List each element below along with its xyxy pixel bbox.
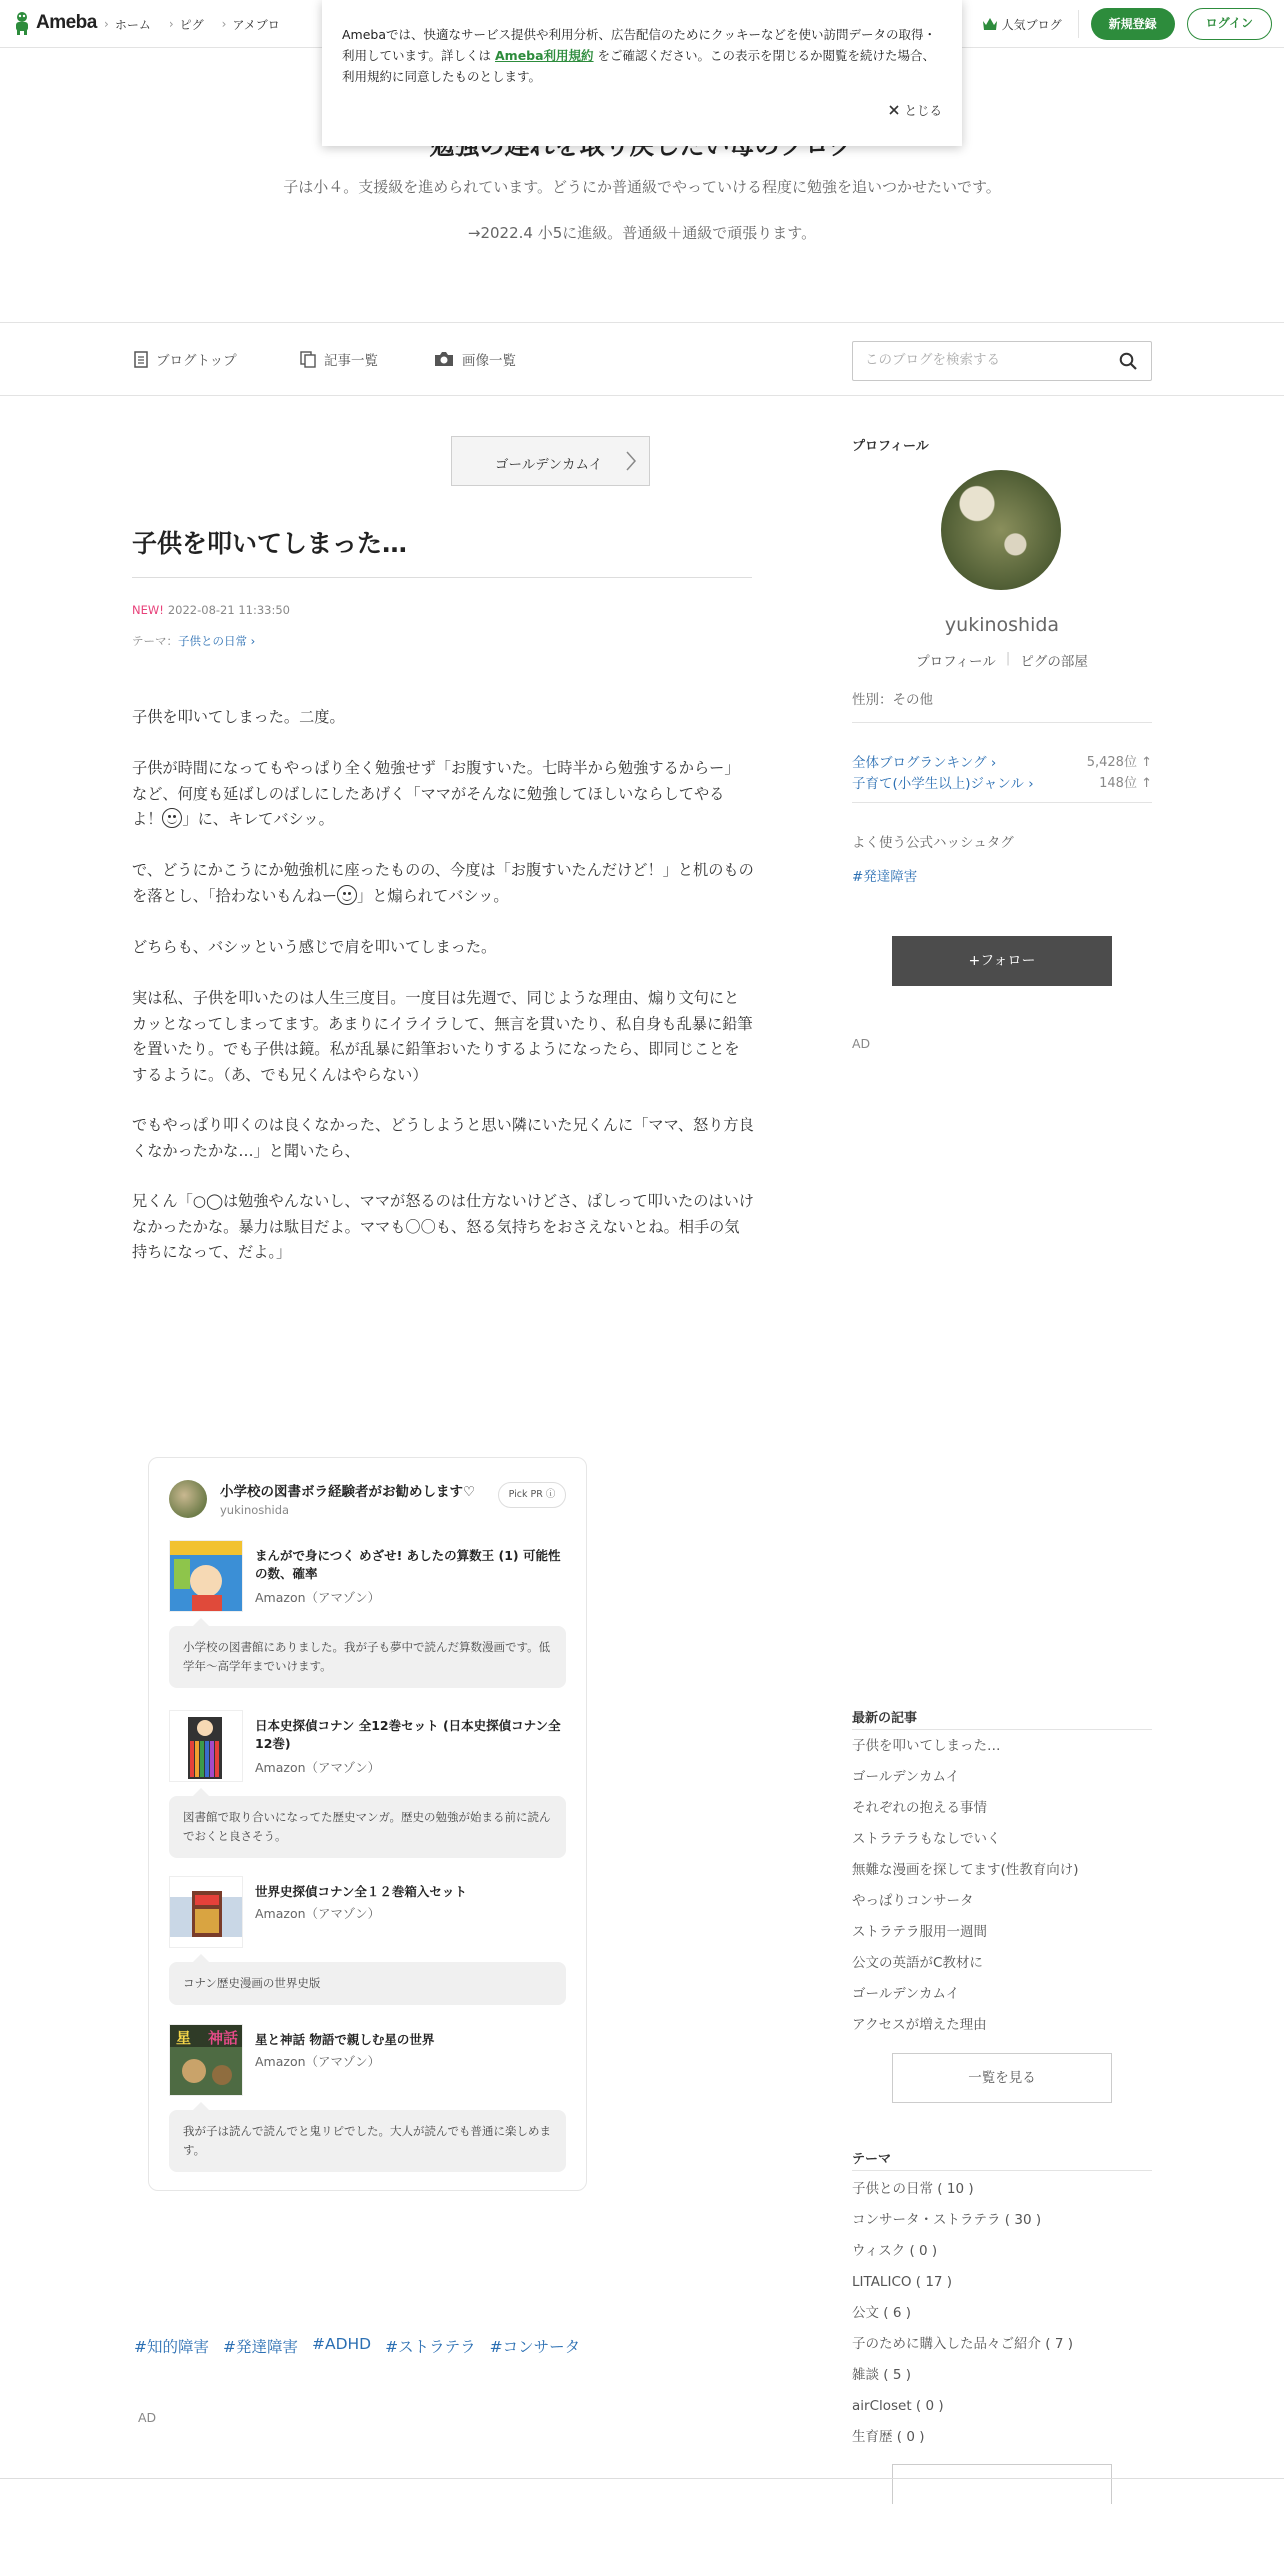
theme-link[interactable]: ウィスク ( 0 ) [852,2243,938,2259]
article-theme-link[interactable]: 子供との日常 [178,634,247,648]
cookie-text-after: をご確認ください。この表示を閉じるか閲覧を続けた場合、利用規約に同意したものとします。 [342,48,936,84]
sidebar-divider [852,802,1152,803]
pick-item-comment: コナン歴史漫画の世界史版 [169,1962,566,2005]
theme-link[interactable]: 公文 ( 6 ) [852,2305,911,2321]
book-cover-image [169,2024,243,2096]
search-icon[interactable] [1119,352,1137,374]
theme-link[interactable]: airCloset ( 0 ) [852,2398,944,2414]
blog-nav [0,322,1284,396]
blog-description: 子は小４。支援級を進められています。どうにか普通級でやっていける程度に勉強を追いつかせたいです。 [283,178,1001,196]
title-divider [132,577,752,578]
profile-gender: 性別：その他 [852,692,933,708]
article-paragraph-4: どちらも、バシッという感じで肩を叩いてしまった。 [132,938,497,956]
book-cover-image [169,1710,243,1782]
document-icon [134,351,148,368]
article-paragraph-5: 実は私、子供を叩いたのは人生三度目。一度目は先週で、同じような理由、煽り文句にとカッとなってしまってます。あまりにイライラして、無言を貫いたり、私自身も乱暴に鉛筆を置いたり。でも子供は鏡。私が乱暴に鉛筆おいたりするようになったら、即同じことをするように。（あ、でも兄くんはやらない） [132,989,753,1084]
ad-label: AD [138,2410,157,2425]
cookie-banner [322,0,962,146]
theme-heading: テーマ [852,2152,892,2167]
pick-item-comment: 図書館で取り合いになってた歴史マンガ。歴史の勉強が始まる前に読んでおくと良さそう。 [169,1796,566,1858]
pick-item-comment: 我が子は読んで読んでと鬼リピでした。大人が読んでも普通に楽しめます。 [169,2110,566,2172]
pick-item[interactable] [169,1540,566,1612]
camera-icon [434,351,454,367]
cookie-close-button[interactable] [889,101,942,119]
article-paragraph-3 [132,858,754,909]
ranking-row [852,772,1152,792]
ranking-value-text: 5,428位 [1086,755,1137,770]
register-button[interactable]: 新規登録 [1091,8,1175,40]
theme-list [852,2174,1152,2453]
theme-link[interactable]: コンサータ・ストラテラ ( 30 ) [852,2212,1042,2228]
theme-link[interactable]: 生育歴 ( 0 ) [852,2429,925,2445]
avatar [169,1480,207,1518]
nav-blog-top-label: ブログトップ [156,353,237,369]
global-nav [104,0,280,48]
pick-item[interactable] [169,2024,566,2096]
terms-link[interactable]: Ameba利用規約 [495,48,594,63]
cookie-text-before: Amebaでは、快適なサービス提供や利用分析、広告配信のためにクッキーなどを使い訪問データの取得・利用しています。詳しくは [342,27,937,63]
pick-item[interactable] [169,1876,566,1948]
hashtag-heading: よく使う公式ハッシュタグ [852,835,1014,851]
ameba-logo[interactable] [12,11,97,35]
hashtag-link[interactable]: #知的障害 [134,2338,209,2356]
tongue-emoji-icon [337,885,357,905]
logo-text: Ameba [36,12,97,33]
footer-divider [0,2478,1284,2479]
recent-entry-link[interactable]: ゴールデンカムイ [852,1986,960,2002]
recent-entry-link[interactable]: それぞれの抱える事情 [852,1800,987,1816]
ranking-value-text: 148位 [1099,776,1137,791]
profile-avatar[interactable] [941,470,1061,590]
recent-entry-link[interactable]: ゴールデンカムイ [852,1769,960,1785]
hashtag-list [134,2335,580,2357]
recent-entry-link[interactable]: 子供を叩いてしまった… [852,1738,1001,1754]
nav-pigg[interactable]: › ピグ [169,16,204,33]
ranking-label: 子育て(小学生以上)ジャンル [852,776,1024,792]
p2-text-b: 」に、キレてバシッ。 [182,810,334,828]
profile-link[interactable] [906,650,1006,670]
pick-pr-badge[interactable] [498,1482,566,1508]
article-paragraph-7: 兄くん「○◯は勉強やんないし、ママが怒るのは仕方ないけどさ、ぱしって叩いたのはいけなかったかな。暴力は駄目だよ。ママも〇〇も、怒る気持ちをおさえないとね。相手の気持ちになって、だよ。」 [132,1192,754,1261]
blog-description-2: →2022.4 小5に進級。普通級＋通級で頑張ります。 [467,224,817,242]
nav-blog-top[interactable] [134,349,237,369]
login-button[interactable]: ログイン [1187,8,1272,40]
theme-link[interactable]: LITALICO ( 17 ) [852,2274,953,2290]
nav-image-list[interactable] [434,349,516,369]
profile-link-label: プロフィール [916,654,996,670]
hashtag-link[interactable]: #ストラテラ [385,2338,476,2356]
follow-label: フォロー [980,953,1036,969]
prev-entry-label: ゴールデンカムイ [495,457,603,473]
pick-item[interactable] [169,1710,566,1782]
ranking-row [852,751,1152,771]
recent-entries [852,1731,1152,2041]
p2-text-a: 子供が時間になってもやっぱり全く勉強せず「お腹すいた。七時半から勉強するからー」など、何度も延ばしのばしにしたあげく「ママがそんなに勉強してほしいならしてやるよ！ [132,759,740,828]
recent-entry-link[interactable]: やっぱりコンサータ [852,1893,974,1909]
pig-room-link[interactable] [1010,650,1098,670]
theme-link[interactable]: 子供との日常 ( 10 ) [852,2181,974,2197]
see-all-entries-button[interactable]: 一覧を見る [892,2053,1112,2103]
pick-item-name: 日本史探偵コナン 全12巻セット (日本史探偵コナン全12巻) [255,1718,561,1751]
ranking-value [1099,772,1152,791]
grin-emoji-icon [162,808,182,828]
sidebar-divider [852,1729,1152,1730]
book-cover-image [169,1540,243,1612]
ameba-mark-icon [12,11,32,35]
chevron-right-icon [625,451,637,471]
profile-links [852,650,1152,670]
pick-item-name: まんがで身につく めざせ! あしたの算数王 (1) 可能性の数、確率 [255,1548,561,1581]
blog-search-input[interactable] [865,352,1105,368]
pick-item-name: 星と神話 物語で親しむ星の世界 [255,2032,435,2047]
pig-room-label: ピグの部屋 [1020,654,1088,670]
header-divider [1078,10,1079,38]
popular-blog-link[interactable] [982,16,1062,33]
recent-entry-link[interactable]: アクセスが増えた理由 [852,2017,987,2033]
new-badge: NEW! [132,603,164,617]
article-paragraph-1: 子供を叩いてしまった。二度。 [132,708,345,726]
profile-heading: プロフィール [852,439,929,454]
pick-pr-label: Pick PR [508,1489,543,1500]
theme-link[interactable]: 子のために購入した品々ご紹介 ( 7 ) [852,2336,1073,2352]
cookie-text [342,24,942,87]
prev-entry-button[interactable] [451,436,650,486]
crown-icon [982,17,998,31]
profile-name[interactable]: yukinoshida [944,614,1060,636]
article-paragraph-2 [132,756,754,833]
header-actions [982,8,1272,40]
svg-text:星: 星 [176,2029,192,2047]
pick-header [169,1478,566,1522]
link-divider: | [1005,650,1011,666]
pick-item-shop: Amazon（アマゾン） [255,1906,381,1921]
pick-item-name: 世界史探偵コナン全１２巻箱入セット [255,1884,467,1899]
hashtag-link[interactable]: #ADHD [312,2335,372,2353]
article-datetime: 2022-08-21 11:33:50 [167,603,290,617]
recent-entry-link[interactable]: 無難な漫画を探してます(性教育向け) [852,1862,1079,1878]
recent-entry-link[interactable]: ストラテラもなしでいく [852,1831,1001,1847]
book-cover-image [169,1876,243,1948]
ranking-value [1087,751,1152,770]
hashtag-link[interactable]: #発達障害 [223,2338,298,2356]
article-paragraph-6: でもやっぱり叩くのは良くなかった、どうしようと思い隣にいた兄くんに「ママ、怒り方良くなかったかな…」と聞いたら、 [132,1116,754,1160]
article-theme [132,633,255,649]
see-all-themes-button[interactable] [892,2464,1112,2504]
pick-user: yukinoshida [220,1503,290,1517]
theme-label: テーマ： [132,634,178,648]
hashtag-link[interactable]: #コンサータ [489,2338,581,2356]
arrow-up-icon: ↑ [1141,776,1152,791]
cookie-close-label: とじる [904,103,942,118]
nav-entry-list[interactable] [300,349,378,369]
pick-item-shop: Amazon（アマゾン） [255,1590,381,1605]
ranking-link[interactable]: 全体ブログランキング › [852,755,997,771]
recent-heading: 最新の記事 [852,1711,918,1726]
ranking-label: 全体ブログランキング [852,755,987,771]
sidebar-divider [852,2170,1152,2171]
pick-item-shop: Amazon（アマゾン） [255,1760,381,1775]
copy-icon [300,351,316,368]
chevron-right-icon: › [250,634,256,648]
plus-icon: + [968,953,981,969]
info-icon: ⓘ [545,1489,556,1500]
close-icon [889,105,899,115]
p3-text-a: で、どうにかこうにか勉強机に座ったものの、今度は「お腹すいたんだけど！」と机のものを落とし、「拾わないもんねー [132,861,754,905]
article-title: 子供を叩いてしまった… [132,529,408,558]
recent-entry-link[interactable]: ストラテラ服用一週間 [852,1924,987,1940]
sidebar-ad-label: AD [852,1036,871,1051]
pick-title: 小学校の図書ボラ経験者がお勧めします♡ [220,1484,476,1500]
p3-text-b: 」と煽られてバシッ。 [357,886,509,905]
theme-link[interactable]: 雑談 ( 5 ) [852,2367,911,2383]
nav-image-list-label: 画像一覧 [462,353,516,369]
nav-home[interactable]: › ホーム [104,16,151,33]
arrow-up-icon: ↑ [1141,755,1152,770]
pick-item-comment: 小学校の図書館にありました。我が子も夢中で読んだ算数漫画です。低学年〜高学年までいけます。 [169,1626,566,1688]
official-hashtag-link[interactable]: #発達障害 [852,869,918,885]
pick-card [148,1457,587,2191]
blog-search [852,341,1152,381]
nav-ameblo[interactable]: › アメブロ [222,16,280,33]
pick-item-shop: Amazon（アマゾン） [255,2054,381,2069]
popular-blog-label: 人気ブログ [1001,17,1062,32]
ranking-link[interactable]: 子育て(小学生以上)ジャンル › [852,776,1034,792]
sidebar-divider [852,722,1152,723]
svg-text:神話: 神話 [208,2029,239,2047]
recent-entry-link[interactable]: 公文の英語がC教材に [852,1955,983,1971]
follow-button[interactable] [892,936,1112,986]
article-meta [132,603,290,617]
nav-entry-list-label: 記事一覧 [324,353,378,369]
